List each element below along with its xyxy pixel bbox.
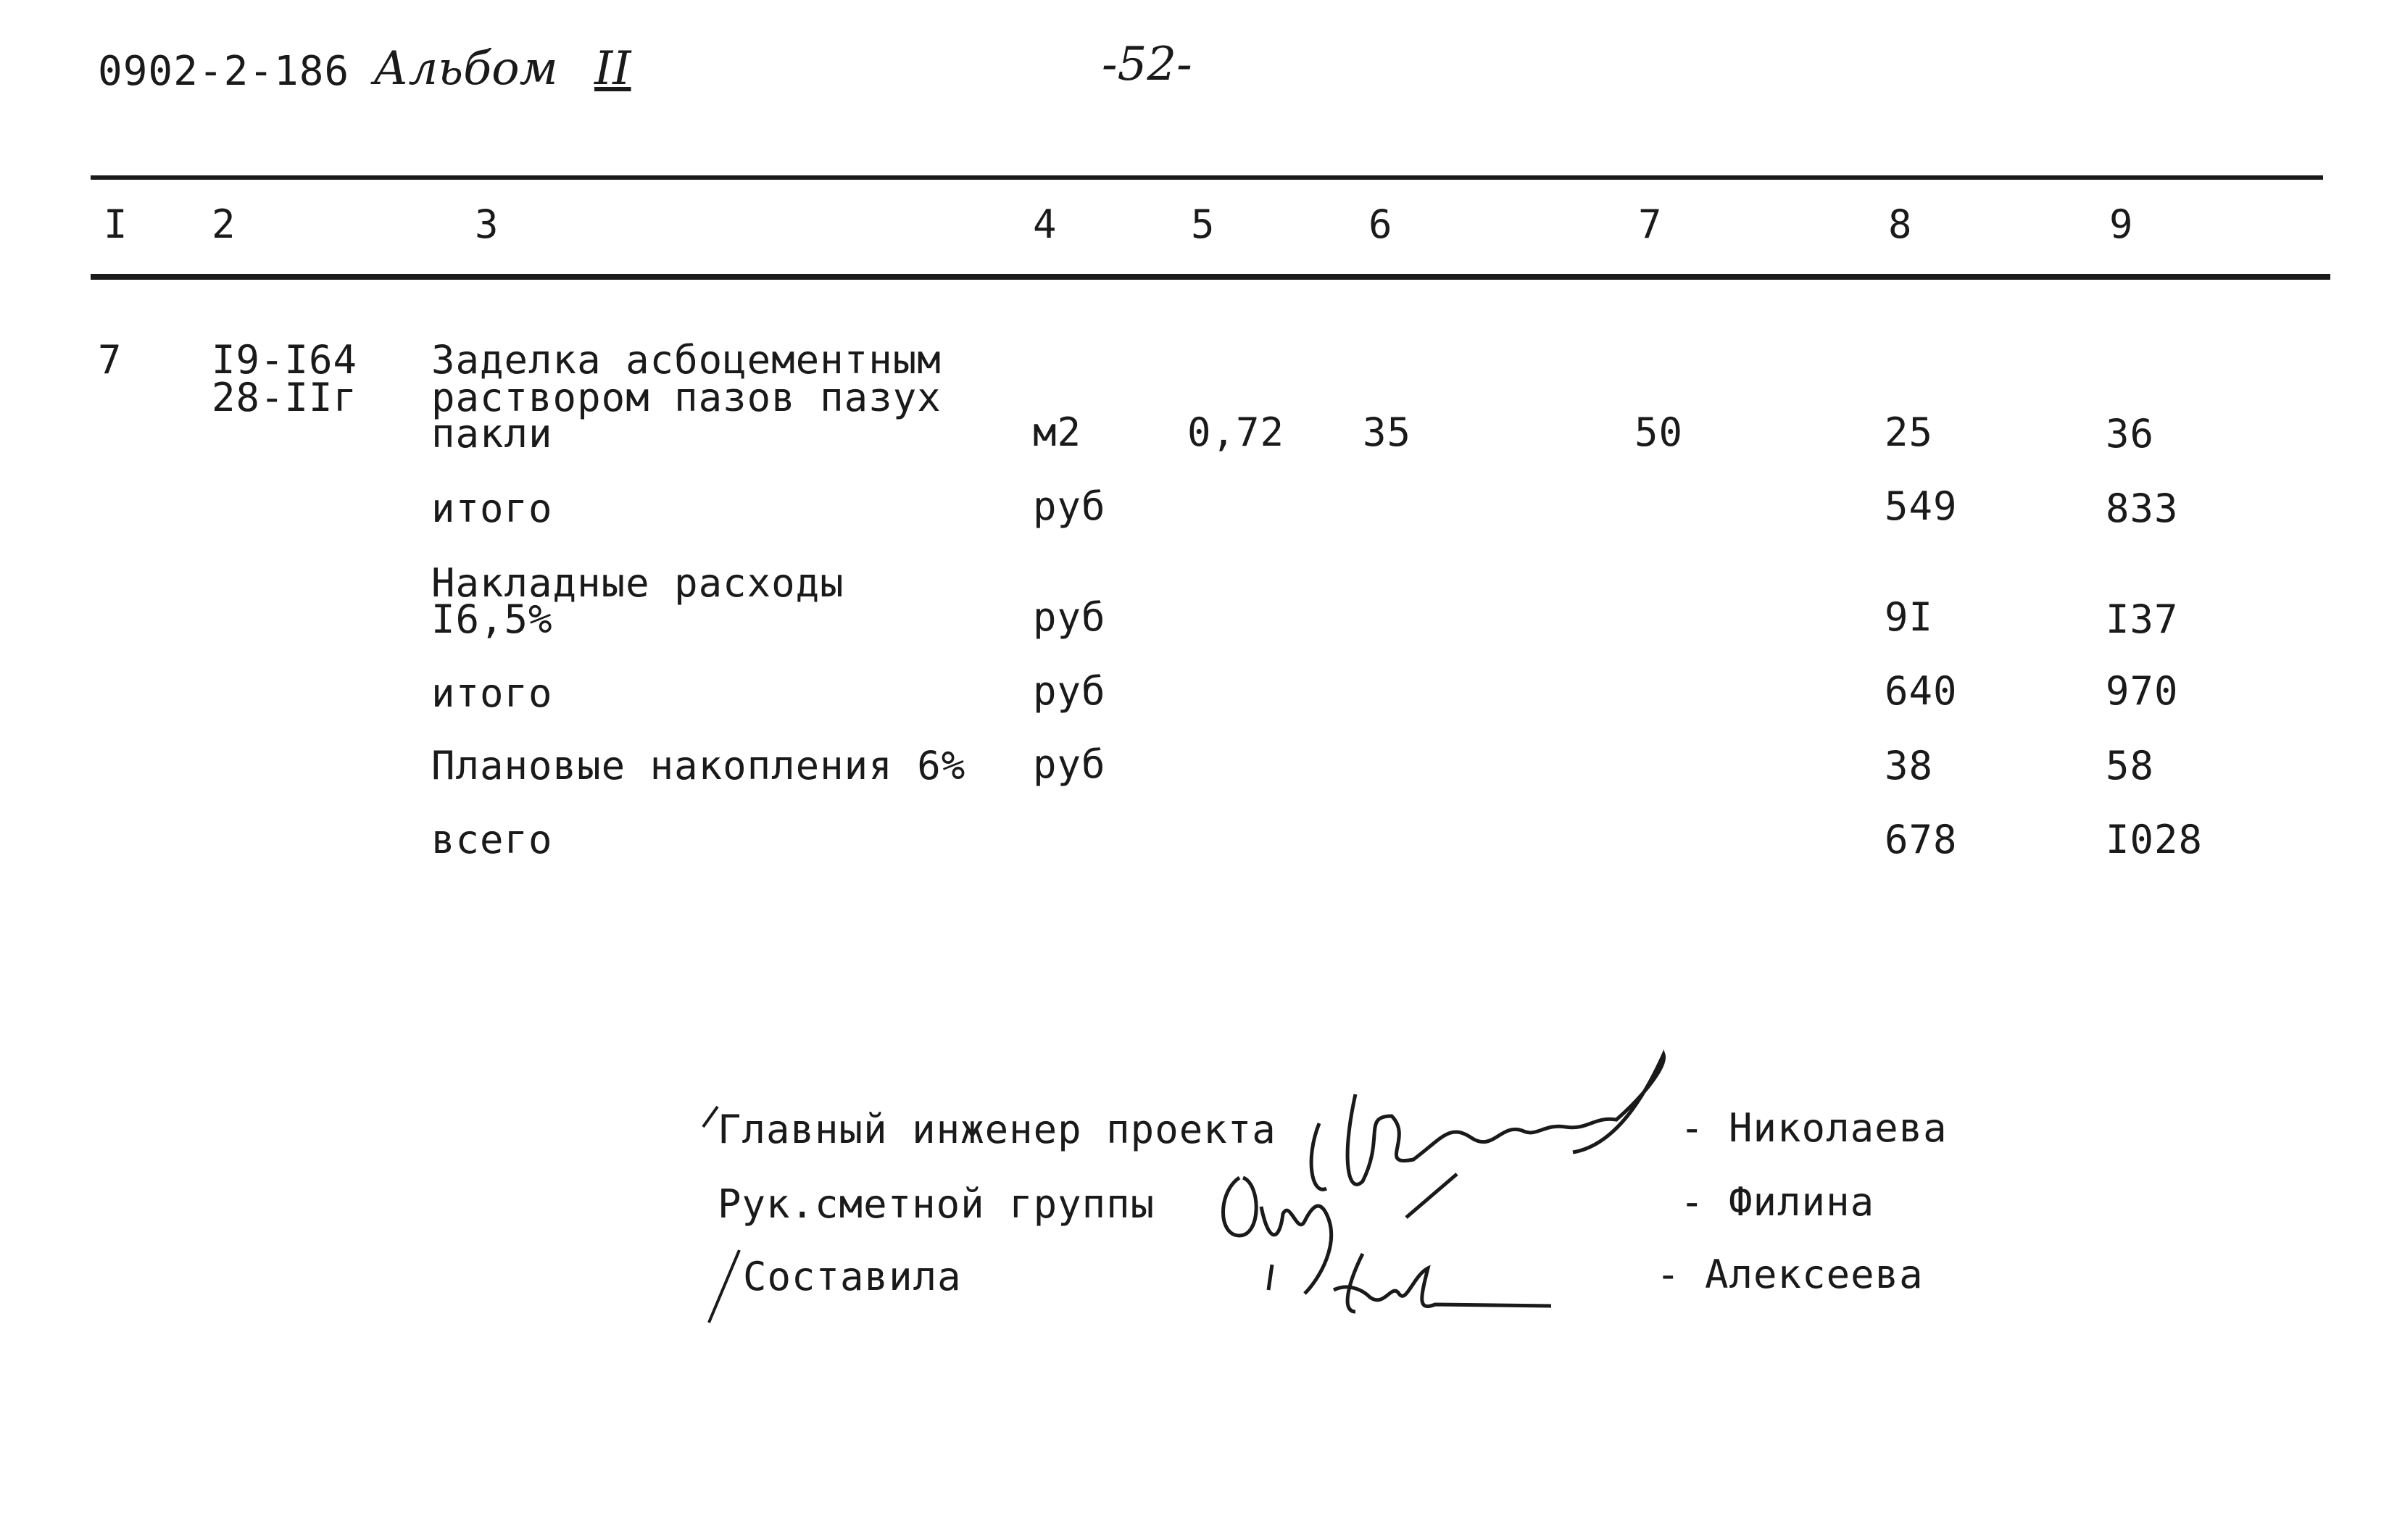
row-col7: 50: [1634, 409, 1684, 455]
album-label: Альбом: [373, 42, 558, 96]
summary-unit-subtotal-1: руб: [1033, 483, 1106, 529]
column-header-5: 5: [1191, 201, 1216, 247]
row-quantity: 0,72: [1187, 409, 1285, 455]
column-header-1: I: [104, 201, 128, 247]
column-header-3: 3: [475, 201, 499, 247]
row-index: 7: [98, 337, 122, 383]
signature-role-compiler: Составила: [743, 1254, 962, 1299]
summary-label-overhead-line-2: I6,5%: [431, 596, 553, 642]
summary-col9-subtotal-1: 833: [2106, 486, 2179, 531]
signature-name-estimate-lead: - Филина: [1680, 1179, 1875, 1225]
row-description-line-2: раствором пазов пазух: [431, 375, 942, 420]
summary-col9-subtotal-2: 970: [2106, 668, 2179, 714]
summary-col8-overhead: 9I: [1885, 594, 1934, 640]
signature-scribble-alekseeva: [1319, 1239, 1558, 1326]
row-col6: 35: [1363, 409, 1412, 455]
column-header-7: 7: [1638, 201, 1663, 247]
row-col8: 25: [1885, 409, 1934, 455]
column-header-4: 4: [1033, 201, 1058, 247]
summary-unit-overhead: руб: [1033, 594, 1106, 640]
row-code-2: 28-IIг: [212, 375, 358, 420]
summary-label-overhead-line-1: Накладные расходы: [431, 560, 844, 606]
summary-col9-overhead: I37: [2106, 596, 2179, 642]
summary-col8-subtotal-2: 640: [1885, 668, 1958, 714]
summary-label-subtotal-1: итого: [431, 486, 553, 531]
summary-col8-total: 678: [1885, 817, 1958, 862]
page-number: -52-: [1102, 38, 1192, 91]
summary-col8-planned-savings: 38: [1885, 743, 1934, 788]
slash-mark-icon: [703, 1246, 747, 1326]
table-top-rule: [91, 175, 2323, 180]
signature-role-chief-engineer: Главный инженер проекта: [718, 1107, 1276, 1152]
column-header-2: 2: [212, 201, 236, 247]
summary-unit-subtotal-2: руб: [1033, 668, 1106, 714]
tick-mark-icon: [696, 1105, 725, 1141]
column-header-6: 6: [1368, 201, 1393, 247]
row-description-line-3: пакли: [431, 411, 553, 457]
table-header-rule: [91, 274, 2330, 280]
summary-col8-subtotal-1: 549: [1885, 483, 1958, 529]
signature-name-chief-engineer: - Николаева: [1680, 1105, 1948, 1151]
summary-label-subtotal-2: итого: [431, 670, 553, 716]
row-code-1: I9-I64: [212, 337, 358, 383]
summary-label-total: всего: [431, 817, 553, 862]
summary-label-planned-savings: Плановые накопления 6%: [431, 743, 966, 788]
column-header-8: 8: [1888, 201, 1913, 247]
row-description-line-1: Заделка асбоцементным: [431, 337, 942, 383]
album-number: II: [594, 42, 631, 96]
summary-unit-planned-savings: руб: [1033, 741, 1106, 787]
signature-role-estimate-lead: Рук.сметной группы: [718, 1181, 1155, 1227]
column-header-9: 9: [2109, 201, 2134, 247]
row-unit: м2: [1033, 409, 1082, 455]
summary-col9-total: I028: [2106, 817, 2203, 862]
row-col9: 36: [2106, 411, 2155, 457]
signature-name-compiler: - Алексеева: [1656, 1252, 1924, 1297]
document-code: 0902-2-186: [98, 48, 350, 95]
summary-col9-planned-savings: 58: [2106, 743, 2155, 788]
